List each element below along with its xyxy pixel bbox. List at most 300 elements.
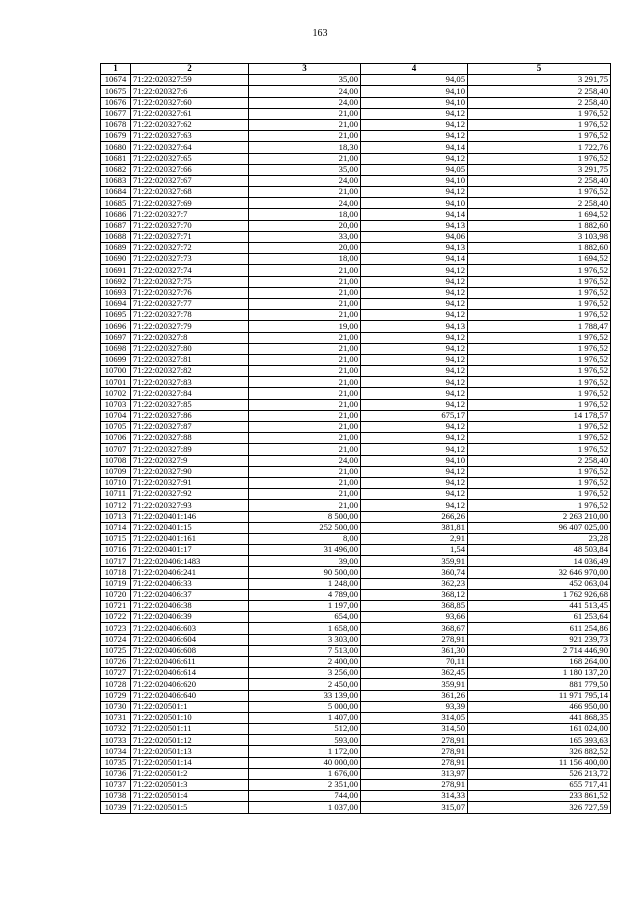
cadastral-number-cell: 71:22:020327:79 (131, 321, 249, 332)
table-row (101, 634, 611, 645)
specific-value-cell: 368,85 (361, 601, 468, 612)
cadastral-number-cell: 71:22:020327:81 (131, 354, 249, 365)
specific-value-cell: 94,14 (361, 142, 468, 153)
row-number-cell: 10694 (101, 298, 131, 309)
specific-value-cell: 94,12 (361, 343, 468, 354)
cadastral-value-cell: 466 950,00 (468, 701, 611, 712)
specific-value-cell: 278,91 (361, 757, 468, 768)
specific-value-cell: 94,10 (361, 175, 468, 186)
specific-value-cell: 361,30 (361, 645, 468, 656)
cadastral-number-cell: 71:22:020501:13 (131, 746, 249, 757)
area-cell: 31 496,00 (249, 545, 361, 556)
cadastral-value-cell: 441 868,35 (468, 712, 611, 723)
area-cell: 21,00 (249, 444, 361, 455)
row-number-cell: 10685 (101, 198, 131, 209)
table-row (101, 131, 611, 142)
row-number-cell: 10697 (101, 332, 131, 343)
row-number-cell: 10679 (101, 131, 131, 142)
table-row (101, 209, 611, 220)
cadastral-number-cell: 71:22:020406:37 (131, 589, 249, 600)
column-header-3: 3 (249, 64, 361, 75)
cadastral-number-cell: 71:22:020327:73 (131, 254, 249, 265)
cadastral-value-cell: 23,28 (468, 533, 611, 544)
specific-value-cell: 94,12 (361, 399, 468, 410)
cadastral-value-cell: 611 254,86 (468, 623, 611, 634)
table-row (101, 377, 611, 388)
specific-value-cell: 93,39 (361, 701, 468, 712)
specific-value-cell: 94,14 (361, 254, 468, 265)
area-cell: 21,00 (249, 377, 361, 388)
row-number-cell: 10728 (101, 679, 131, 690)
cadastral-value-cell: 655 717,41 (468, 780, 611, 791)
cadastral-value-cell: 1 976,52 (468, 433, 611, 444)
area-cell: 8,00 (249, 533, 361, 544)
cadastral-number-cell: 71:22:020406:640 (131, 690, 249, 701)
cadastral-value-cell: 1 180 137,20 (468, 668, 611, 679)
cadastral-number-cell: 71:22:020406:620 (131, 679, 249, 690)
cadastral-value-cell: 14 178,57 (468, 410, 611, 421)
area-cell: 24,00 (249, 175, 361, 186)
row-number-cell: 10675 (101, 86, 131, 97)
row-number-cell: 10722 (101, 612, 131, 623)
table-row (101, 366, 611, 377)
specific-value-cell: 94,10 (361, 86, 468, 97)
specific-value-cell: 278,91 (361, 735, 468, 746)
area-cell: 21,00 (249, 466, 361, 477)
cadastral-value-cell: 1 694,52 (468, 209, 611, 220)
area-cell: 39,00 (249, 556, 361, 567)
cadastral-number-cell: 71:22:020327:70 (131, 220, 249, 231)
table-row (101, 511, 611, 522)
cadastral-number-cell: 71:22:020327:80 (131, 343, 249, 354)
area-cell: 21,00 (249, 433, 361, 444)
cadastral-number-cell: 71:22:020406:614 (131, 668, 249, 679)
row-number-cell: 10686 (101, 209, 131, 220)
cadastral-number-cell: 71:22:020327:91 (131, 477, 249, 488)
area-cell: 21,00 (249, 332, 361, 343)
row-number-cell: 10682 (101, 164, 131, 175)
specific-value-cell: 360,74 (361, 567, 468, 578)
row-number-cell: 10727 (101, 668, 131, 679)
specific-value-cell: 94,12 (361, 187, 468, 198)
row-number-cell: 10733 (101, 735, 131, 746)
row-number-cell: 10706 (101, 433, 131, 444)
specific-value-cell: 278,91 (361, 634, 468, 645)
specific-value-cell: 94,13 (361, 243, 468, 254)
cadastral-value-table (100, 63, 611, 814)
area-cell: 21,00 (249, 298, 361, 309)
cadastral-number-cell: 71:22:020327:61 (131, 108, 249, 119)
cadastral-value-cell: 14 036,49 (468, 556, 611, 567)
row-number-cell: 10710 (101, 477, 131, 488)
cadastral-value-cell: 1 976,52 (468, 388, 611, 399)
cadastral-number-cell: 71:22:020501:10 (131, 712, 249, 723)
specific-value-cell: 94,12 (361, 153, 468, 164)
row-number-cell: 10719 (101, 578, 131, 589)
specific-value-cell: 94,14 (361, 209, 468, 220)
table-row (101, 97, 611, 108)
column-header-5: 5 (468, 64, 611, 75)
area-cell: 33,00 (249, 231, 361, 242)
area-cell: 1 676,00 (249, 768, 361, 779)
row-number-cell: 10700 (101, 366, 131, 377)
table-row (101, 231, 611, 242)
table-row (101, 142, 611, 153)
row-number-cell: 10730 (101, 701, 131, 712)
cadastral-value-cell: 32 646 970,00 (468, 567, 611, 578)
cadastral-value-cell: 2 714 446,90 (468, 645, 611, 656)
row-number-cell: 10693 (101, 287, 131, 298)
area-cell: 21,00 (249, 500, 361, 511)
cadastral-number-cell: 71:22:020327:9 (131, 455, 249, 466)
specific-value-cell: 94,12 (361, 466, 468, 477)
table-row (101, 187, 611, 198)
table-row (101, 791, 611, 802)
cadastral-value-cell: 1 722,76 (468, 142, 611, 153)
area-cell: 593,00 (249, 735, 361, 746)
area-cell: 3 256,00 (249, 668, 361, 679)
cadastral-number-cell: 71:22:020327:93 (131, 500, 249, 511)
area-cell: 21,00 (249, 489, 361, 500)
specific-value-cell: 70,11 (361, 656, 468, 667)
area-cell: 21,00 (249, 343, 361, 354)
area-cell: 1 248,00 (249, 578, 361, 589)
row-number-cell: 10698 (101, 343, 131, 354)
table-row (101, 712, 611, 723)
table-row (101, 287, 611, 298)
area-cell: 21,00 (249, 153, 361, 164)
cadastral-value-cell: 921 239,73 (468, 634, 611, 645)
cadastral-value-cell: 326 882,52 (468, 746, 611, 757)
table-row (101, 75, 611, 86)
cadastral-value-cell: 1 976,52 (468, 377, 611, 388)
cadastral-number-cell: 71:22:020327:89 (131, 444, 249, 455)
cadastral-number-cell: 71:22:020401:146 (131, 511, 249, 522)
row-number-cell: 10674 (101, 75, 131, 86)
cadastral-number-cell: 71:22:020327:60 (131, 97, 249, 108)
cadastral-value-cell: 1 976,52 (468, 153, 611, 164)
column-header-4: 4 (361, 64, 468, 75)
specific-value-cell: 94,10 (361, 97, 468, 108)
cadastral-value-cell: 1 976,52 (468, 187, 611, 198)
cadastral-number-cell: 71:22:020501:12 (131, 735, 249, 746)
row-number-cell: 10725 (101, 645, 131, 656)
area-cell: 7 513,00 (249, 645, 361, 656)
table-row (101, 422, 611, 433)
area-cell: 2 400,00 (249, 656, 361, 667)
table-row (101, 578, 611, 589)
cadastral-value-cell: 2 258,40 (468, 86, 611, 97)
row-number-cell: 10688 (101, 231, 131, 242)
cadastral-number-cell: 71:22:020406:241 (131, 567, 249, 578)
row-number-cell: 10720 (101, 589, 131, 600)
cadastral-value-cell: 1 976,52 (468, 500, 611, 511)
table-row (101, 589, 611, 600)
cadastral-number-cell: 71:22:020406:39 (131, 612, 249, 623)
specific-value-cell: 94,12 (361, 354, 468, 365)
table-row (101, 254, 611, 265)
cadastral-value-cell: 2 258,40 (468, 455, 611, 466)
row-number-cell: 10707 (101, 444, 131, 455)
row-number-cell: 10726 (101, 656, 131, 667)
cadastral-number-cell: 71:22:020327:69 (131, 198, 249, 209)
row-number-cell: 10729 (101, 690, 131, 701)
cadastral-number-cell: 71:22:020327:76 (131, 287, 249, 298)
cadastral-number-cell: 71:22:020327:78 (131, 310, 249, 321)
specific-value-cell: 94,12 (361, 422, 468, 433)
cadastral-number-cell: 71:22:020327:82 (131, 366, 249, 377)
table-row (101, 354, 611, 365)
column-header-1: 1 (101, 64, 131, 75)
table-row (101, 298, 611, 309)
table-row (101, 108, 611, 119)
specific-value-cell: 94,05 (361, 75, 468, 86)
area-cell: 21,00 (249, 477, 361, 488)
specific-value-cell: 315,07 (361, 802, 468, 813)
row-number-cell: 10716 (101, 545, 131, 556)
cadastral-value-cell: 2 263 210,00 (468, 511, 611, 522)
row-number-cell: 10737 (101, 780, 131, 791)
table-row (101, 119, 611, 130)
area-cell: 21,00 (249, 131, 361, 142)
cadastral-value-cell: 2 258,40 (468, 198, 611, 209)
table-row (101, 321, 611, 332)
area-cell: 8 500,00 (249, 511, 361, 522)
area-cell: 21,00 (249, 108, 361, 119)
row-number-cell: 10678 (101, 119, 131, 130)
row-number-cell: 10701 (101, 377, 131, 388)
specific-value-cell: 278,91 (361, 746, 468, 757)
cadastral-value-cell: 96 407 025,00 (468, 522, 611, 533)
cadastral-value-cell: 1 882,60 (468, 220, 611, 231)
cadastral-value-cell: 1 694,52 (468, 254, 611, 265)
specific-value-cell: 675,17 (361, 410, 468, 421)
area-cell: 21,00 (249, 422, 361, 433)
cadastral-number-cell: 71:22:020327:72 (131, 243, 249, 254)
table-row (101, 466, 611, 477)
area-cell: 19,00 (249, 321, 361, 332)
row-number-cell: 10676 (101, 97, 131, 108)
cadastral-number-cell: 71:22:020327:63 (131, 131, 249, 142)
specific-value-cell: 368,12 (361, 589, 468, 600)
row-number-cell: 10683 (101, 175, 131, 186)
table-row (101, 746, 611, 757)
row-number-cell: 10680 (101, 142, 131, 153)
table-row (101, 500, 611, 511)
table-row (101, 455, 611, 466)
cadastral-value-cell: 3 291,75 (468, 75, 611, 86)
cadastral-number-cell: 71:22:020401:17 (131, 545, 249, 556)
specific-value-cell: 94,12 (361, 489, 468, 500)
area-cell: 21,00 (249, 354, 361, 365)
area-cell: 2 450,00 (249, 679, 361, 690)
cadastral-value-cell: 233 861,52 (468, 791, 611, 802)
specific-value-cell: 94,12 (361, 119, 468, 130)
cadastral-number-cell: 71:22:020327:74 (131, 265, 249, 276)
cadastral-value-cell: 881 779,50 (468, 679, 611, 690)
cadastral-number-cell: 71:22:020327:67 (131, 175, 249, 186)
specific-value-cell: 94,12 (361, 366, 468, 377)
area-cell: 1 172,00 (249, 746, 361, 757)
specific-value-cell: 94,12 (361, 108, 468, 119)
cadastral-number-cell: 71:22:020327:84 (131, 388, 249, 399)
cadastral-number-cell: 71:22:020327:75 (131, 276, 249, 287)
cadastral-value-cell: 1 976,52 (468, 265, 611, 276)
table-body (101, 75, 611, 813)
row-number-cell: 10735 (101, 757, 131, 768)
specific-value-cell: 94,12 (361, 444, 468, 455)
specific-value-cell: 381,81 (361, 522, 468, 533)
cadastral-number-cell: 71:22:020327:87 (131, 422, 249, 433)
cadastral-number-cell: 71:22:020327:71 (131, 231, 249, 242)
table-row (101, 567, 611, 578)
specific-value-cell: 94,12 (361, 332, 468, 343)
cadastral-value-cell: 1 882,60 (468, 243, 611, 254)
row-number-cell: 10718 (101, 567, 131, 578)
cadastral-value-cell: 1 976,52 (468, 354, 611, 365)
cadastral-number-cell: 71:22:020401:161 (131, 533, 249, 544)
area-cell: 21,00 (249, 276, 361, 287)
specific-value-cell: 94,12 (361, 287, 468, 298)
specific-value-cell: 94,10 (361, 198, 468, 209)
table-row (101, 310, 611, 321)
table-row (101, 757, 611, 768)
row-number-cell: 10739 (101, 802, 131, 813)
row-number-cell: 10736 (101, 768, 131, 779)
row-number-cell: 10696 (101, 321, 131, 332)
cadastral-number-cell: 71:22:020327:8 (131, 332, 249, 343)
specific-value-cell: 94,12 (361, 310, 468, 321)
specific-value-cell: 94,10 (361, 455, 468, 466)
table-row (101, 780, 611, 791)
cadastral-value-cell: 1 976,52 (468, 131, 611, 142)
table-header-row (101, 64, 611, 75)
cadastral-number-cell: 71:22:020406:611 (131, 656, 249, 667)
cadastral-value-cell: 2 258,40 (468, 97, 611, 108)
table-row (101, 724, 611, 735)
row-number-cell: 10711 (101, 489, 131, 500)
table-row (101, 601, 611, 612)
row-number-cell: 10689 (101, 243, 131, 254)
row-number-cell: 10709 (101, 466, 131, 477)
row-number-cell: 10702 (101, 388, 131, 399)
row-number-cell: 10703 (101, 399, 131, 410)
cadastral-number-cell: 71:22:020501:5 (131, 802, 249, 813)
table-row (101, 332, 611, 343)
area-cell: 512,00 (249, 724, 361, 735)
area-cell: 20,00 (249, 243, 361, 254)
row-number-cell: 10731 (101, 712, 131, 723)
row-number-cell: 10723 (101, 623, 131, 634)
cadastral-number-cell: 71:22:020327:7 (131, 209, 249, 220)
cadastral-value-cell: 11 971 795,14 (468, 690, 611, 701)
column-header-2: 2 (131, 64, 249, 75)
table-row (101, 444, 611, 455)
specific-value-cell: 94,12 (361, 276, 468, 287)
area-cell: 24,00 (249, 97, 361, 108)
cadastral-number-cell: 71:22:020327:86 (131, 410, 249, 421)
cadastral-value-cell: 48 503,84 (468, 545, 611, 556)
cadastral-number-cell: 71:22:020327:68 (131, 187, 249, 198)
cadastral-value-cell: 1 976,52 (468, 477, 611, 488)
area-cell: 18,30 (249, 142, 361, 153)
specific-value-cell: 93,66 (361, 612, 468, 623)
cadastral-value-cell: 1 976,52 (468, 466, 611, 477)
area-cell: 21,00 (249, 410, 361, 421)
cadastral-value-cell: 3 103,98 (468, 231, 611, 242)
table-row (101, 690, 611, 701)
area-cell: 18,00 (249, 254, 361, 265)
cadastral-value-cell: 3 291,75 (468, 164, 611, 175)
area-cell: 252 500,00 (249, 522, 361, 533)
cadastral-number-cell: 71:22:020501:4 (131, 791, 249, 802)
row-number-cell: 10692 (101, 276, 131, 287)
cadastral-number-cell: 71:22:020327:66 (131, 164, 249, 175)
cadastral-number-cell: 71:22:020327:83 (131, 377, 249, 388)
cadastral-value-cell: 168 264,00 (468, 656, 611, 667)
area-cell: 1 407,00 (249, 712, 361, 723)
cadastral-value-cell: 1 976,52 (468, 332, 611, 343)
row-number-cell: 10715 (101, 533, 131, 544)
cadastral-number-cell: 71:22:020327:88 (131, 433, 249, 444)
table-row (101, 545, 611, 556)
specific-value-cell: 1,54 (361, 545, 468, 556)
cadastral-value-cell: 1 976,52 (468, 422, 611, 433)
cadastral-value-cell: 61 253,64 (468, 612, 611, 623)
area-cell: 21,00 (249, 388, 361, 399)
cadastral-value-cell: 1 976,52 (468, 310, 611, 321)
row-number-cell: 10695 (101, 310, 131, 321)
cadastral-number-cell: 71:22:020401:15 (131, 522, 249, 533)
row-number-cell: 10677 (101, 108, 131, 119)
area-cell: 21,00 (249, 187, 361, 198)
table-row (101, 265, 611, 276)
table-row (101, 623, 611, 634)
table-row (101, 735, 611, 746)
area-cell: 654,00 (249, 612, 361, 623)
cadastral-value-cell: 1 976,52 (468, 298, 611, 309)
table-row (101, 645, 611, 656)
row-number-cell: 10705 (101, 422, 131, 433)
cadastral-value-cell: 2 258,40 (468, 175, 611, 186)
table-row (101, 276, 611, 287)
area-cell: 21,00 (249, 366, 361, 377)
cadastral-value-cell: 526 213,72 (468, 768, 611, 779)
cadastral-number-cell: 71:22:020501:14 (131, 757, 249, 768)
cadastral-value-cell: 1 976,52 (468, 287, 611, 298)
specific-value-cell: 314,33 (361, 791, 468, 802)
specific-value-cell: 278,91 (361, 780, 468, 791)
area-cell: 21,00 (249, 287, 361, 298)
table-row (101, 556, 611, 567)
cadastral-number-cell: 71:22:020406:603 (131, 623, 249, 634)
page-number: 163 (312, 28, 328, 39)
area-cell: 21,00 (249, 119, 361, 130)
specific-value-cell: 359,91 (361, 679, 468, 690)
row-number-cell: 10687 (101, 220, 131, 231)
area-cell: 35,00 (249, 164, 361, 175)
cadastral-value-cell: 1 976,52 (468, 399, 611, 410)
cadastral-value-cell: 1 762 926,68 (468, 589, 611, 600)
table-row (101, 343, 611, 354)
cadastral-number-cell: 71:22:020501:3 (131, 780, 249, 791)
row-number-cell: 10699 (101, 354, 131, 365)
table-row (101, 86, 611, 97)
area-cell: 40 000,00 (249, 757, 361, 768)
cadastral-value-cell: 452 063,04 (468, 578, 611, 589)
cadastral-number-cell: 71:22:020327:59 (131, 75, 249, 86)
area-cell: 3 303,00 (249, 634, 361, 645)
